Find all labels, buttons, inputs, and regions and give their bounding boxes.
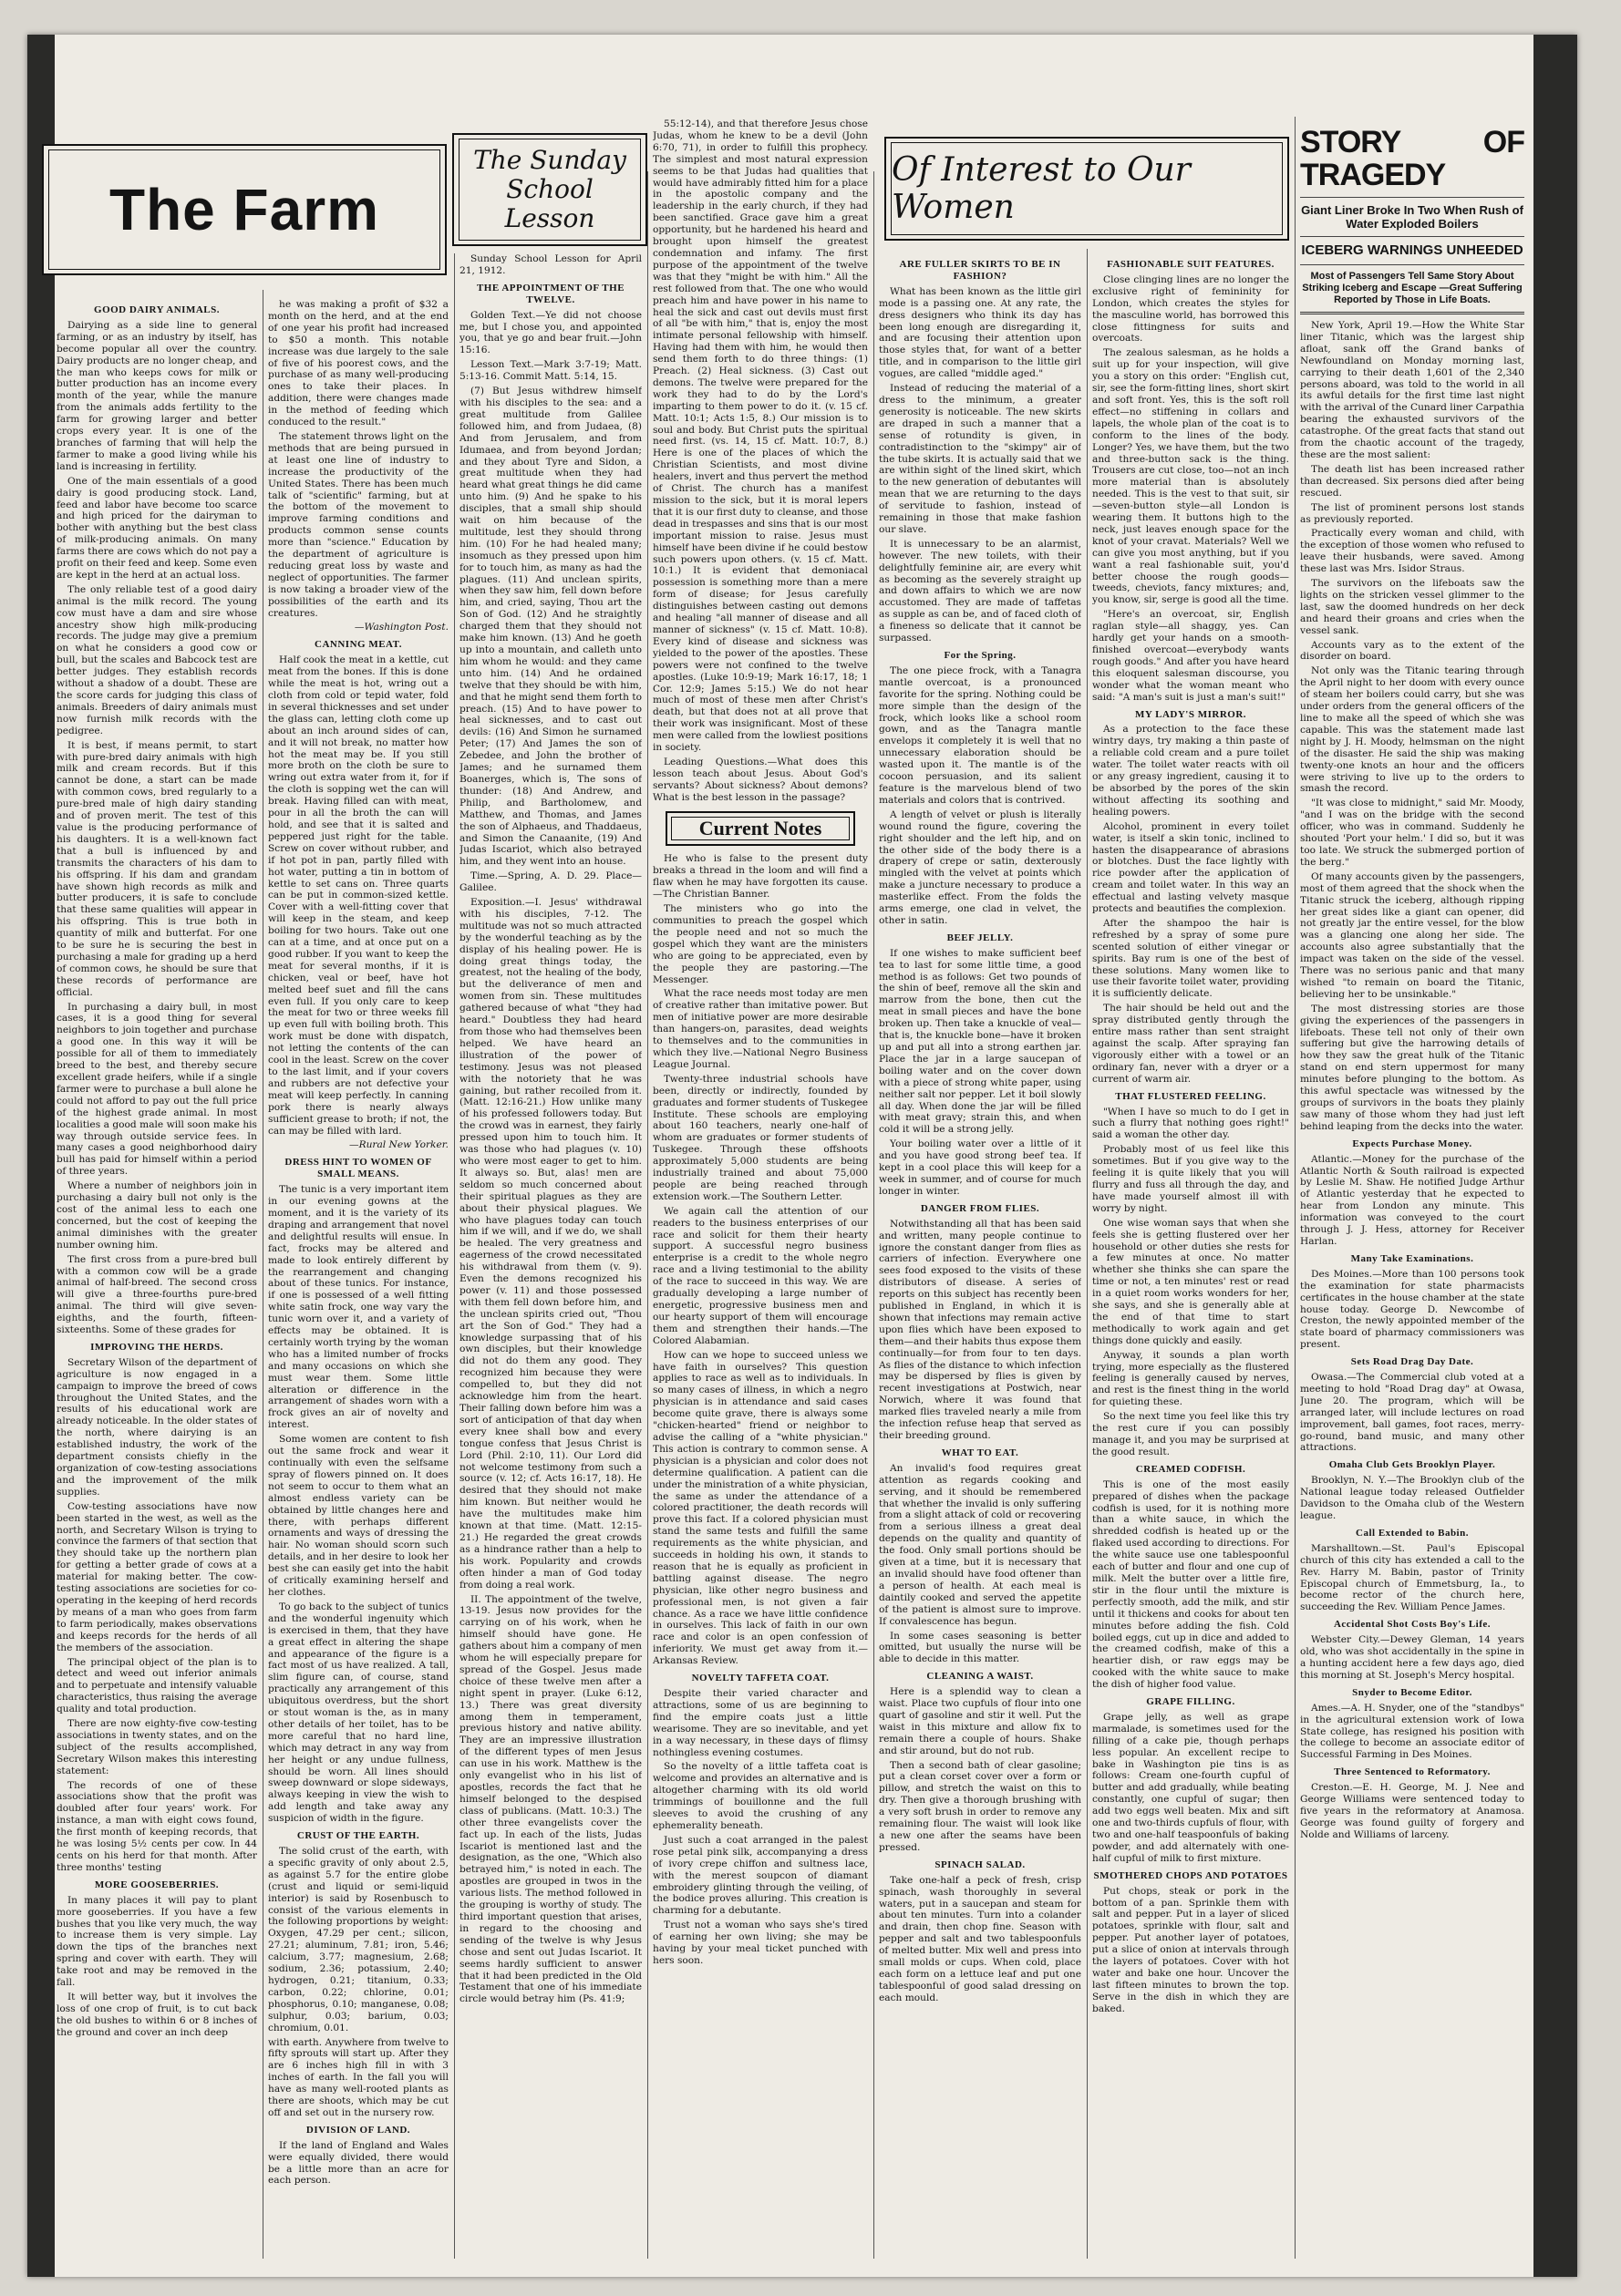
farm-paragraph: In many places it will pay to plant more gooseberries. If you have a few bushes that you like very much, the way to increase them is very simple. Lay down the tips of the branches next spring and cover with earth. They will take root and may be removed in the fall. xyxy=(57,1894,257,1989)
women-paragraph: Grape jelly, as well as grape marmalade, is sometimes used for the filling of a cake pie, though perhaps less popular. An excellent recipe to bake in Washington pie tins is as follows: Cream one-fourth cupful of butter and add gradually, while beating constantly, one cupful of sugar; then add two eggs well beaten. Mix and sift one and two-thirds cupfuls of flour, with two and one-half teaspoonfuls of baking powder, and add alternately with one-half cupful of milk to first mixture. xyxy=(1092,1711,1289,1864)
tragedy-paragraph: Practically every woman and child, with the exception of those women who refused to leave their husbands, were saved. Among these last was Mrs. Isidor Straus. xyxy=(1300,528,1524,575)
women-paragraph: Instead of reducing the material of a dress to the minimum, a greater generosity is noticeable. The new skirts are draped in such a manner that a sense of rotundity is given, in contradistinction to the "skimpy" air of the tube skirts. It is actually said that we are within sight of the lined skirt, which to the new generation of debutantes will mean that we are returning to the days of servitude to fashion, instead of remaining in those that make fashion our slave. xyxy=(879,383,1081,535)
farm-paragraph: The first cross from a pure-bred bull with a common cow will be a grade animal of half-breed. The second cross will give a three-fourths pure-bred animal. The third will give seven-eighths, and the fourth, fifteen-sixteenths. Some of these grades for xyxy=(57,1253,257,1336)
farm-masthead xyxy=(42,144,447,275)
women-paragraph: A length of velvet or plush is literally wound round the figure, covering the right shoulder and the left hip, and on the other side of the body there is a drapery of crepe or satin, dexterously mingled with the velvet at points which make a juncture necessary to produce a masterlike effect. From the folds the arms emerge, one clad in velvet, the other in satin. xyxy=(879,808,1081,926)
tragedy-deck-2: ICEBERG WARNINGS UNHEEDED xyxy=(1301,242,1523,258)
farm-heading: IMPROVING THE HERDS. xyxy=(90,1341,223,1353)
page-left-edge xyxy=(27,35,55,2277)
women-paragraph: As a protection to the face these wintry days, try making a thin paste of a reliable cold cream and a pure toilet water. The toilet water reacts with oil or any greasy ingredient, causing it to be absorbed by the pores of the skin without affecting its soothing and healing powers. xyxy=(1092,724,1289,818)
sunday-paragraph: Lesson Text.—Mark 3:7-19; Matt. 5:13-16. Commit Matt. 5:14, 15. xyxy=(459,359,642,383)
tragedy-paragraph: The list of prominent persons lost stands as previously reported. xyxy=(1300,501,1524,525)
sunday-paragraph: Sunday School Lesson for April 21, 1912. xyxy=(459,253,642,276)
tragedy-heading: Expects Purchase Money. xyxy=(1352,1138,1472,1149)
tragedy-paragraph: The survivors on the lifeboats saw the lights on the stricken vessel glimmer to the last, saw the doomed hundreds on her deck and heard their groans and cries when the vessel sank. xyxy=(1300,578,1524,636)
farm-paragraph: Where a number of neighbors join in purchasing a dairy bull not only is the cost of the animal less to each one concerned, but the cost of keeping the animal diminishes with the greater number owning him. xyxy=(57,1180,257,1251)
women-paragraph: Your boiling water over a little of it and you have good strong beef tea. If kept in a cool place this will keep for a week in summer, and of course for much longer in winter. xyxy=(879,1138,1081,1197)
sunday-paragraph: The ministers who go into the communities to preach the gospel which the people need and not so much the gospel which they want are the ministers who are going to be appreciated, even by the people they are pastoring.—The Messenger. xyxy=(653,903,868,985)
sunday-paragraph: (7) But Jesus withdrew himself with his disciples to the sea: and a great multitude from Galilee followed him, and from Judaea, (8) And from Jerusalem, and from Idumaea, and from beyond Jordan; and they about Tyre and Sidon, a great multitude when they had heard what great things he did came unto him. (9) And he spake to his disciples, that a small ship should wait on him because of the multitude, lest they should throng him. (10) For he had healed many; insomuch as they pressed upon him for to touch him, as many as had the plagues. (11) And unclean spirits, when they saw him, fell down before him, and cried, saying, Thou art the Son of God. (12) And he straightly charged them that they should not make him known. (13) And he goeth up into a mountain, and calleth unto him whom he would: and they came unto him. (14) And he ordained twelve that they should be with him, and that he might send them forth to preach. (15) And to have power to heal sicknesses, and to cast out devils: (16) And Simon he surnamed Peter; (17) And James the son of Zebedee, and John the brother of James; and he surnamed them Boanerges, which is, The sons of thunder: (18) And Andrew, and Philip, and Bartholomew, and Matthew, and Thomas, and James the son of Alphaeus, and Thaddaeus, and Simon the Canaanite, (19) And Judas Iscariot, which also betrayed him, and they went into an house. xyxy=(459,386,642,868)
women-paragraph: Take one-half a peck of fresh, crisp spinach, wash thoroughly in several waters, put in a saucepan and steam for about ten minutes. Turn into a colander and drain, then chop fine. Season with pepper and salt and two tablespoonfuls of melted butter. Mix well and press into small molds or cups. When cold, place each form on a lettuce leaf and put one tablespoonful of good salad dressing on each mould. xyxy=(879,1874,1081,2003)
tragedy-heading: Many Take Examinations. xyxy=(1350,1252,1474,1264)
women-column-2 xyxy=(1092,253,1289,2259)
farm-column-2 xyxy=(268,299,449,2259)
tragedy-paragraph: The most distressing stories are those giving the experiences of the passengers in lifeboats. These tell not only of their own suffering but give the harrowing details of how they saw the great hulk of the Titanic stand on end stern uppermost for many minutes before plunging to the bottom. As this awful spectacle was witnessed by the groups of survivors in the boats they plainly saw many of those whom they had just left behind leaping from the decks into the water. xyxy=(1300,1003,1524,1132)
sunday-column-1 xyxy=(459,253,642,2259)
farm-paragraph: One of the main essentials of a good dairy is good producing stock. Land, feed and labor have become too scarce and high priced for the dairyman to bother with anything but the best class of milk-producing animals. On many farms there are cows which do not pay a profit on their feed and keep. Some even are kept in the herd at an actual loss. xyxy=(57,475,257,581)
tragedy-heading: Omaha Club Gets Brooklyn Player. xyxy=(1328,1459,1496,1471)
sunday-column-2 xyxy=(653,118,868,2259)
tragedy-paragraph: Marshalltown.—St. Paul's Episcopal church of this city has extended a call to the Rev. Harry M. Babin, pastor of Trinity Episcopal church of Emmetsburg, Ia., to become rector of the church here, succeeding the Rev. William Pence James. xyxy=(1300,1542,1524,1613)
tragedy-paragraph: "It was close to midnight," said Mr. Moody, "and I was on the bridge with the second officer, who was in command. Suddenly he shouted 'Port your helm.' I did so, but it was too late. We struck the submerged portion of the berg." xyxy=(1300,798,1524,868)
farm-paragraph: It will better way, but it involves the loss of one crop of fruit, is to cut back the old bushes to within 6 or 8 inches of the ground and cover an inch deep xyxy=(57,1991,257,2038)
sunday-heading: THE APPOINTMENT OF THE TWELVE. xyxy=(476,282,625,305)
tragedy-paragraph: Webster City.—Dewey Gleman, 14 years old, who was shot accidentally in the spine in a hunting accident here a few days ago, died this morning at St. Joseph's Mercy hospital. xyxy=(1300,1634,1524,1681)
farm-heading: DIVISION OF LAND. xyxy=(305,2124,411,2136)
farm-paragraph: The solid crust of the earth, with a specific gravity of only about 2.5, as against 5.7 for the entire globe (crust and liquid or semi-liquid interior) is said by Rosenbusch to consist of the various elements in the following proportions by weight: Oxygen, 47.29 per cent.; silicon, 27.21; aluminum, 7.81; iron, 5.46; calcium, 3.77; magnesium, 2.68; sodium, 2.36; potassium, 2.40; hydrogen, 0.21; titanium, 0.33; carbon, 0.22; chlorine, 0.01; phosphorus, 0.10; manganese, 0.08; sulphur, 0.03; barium, 0.03; chromium, 0.01. xyxy=(268,1846,449,2033)
women-paragraph: Notwithstanding all that has been said and written, many people continue to ignore the constant danger from flies as carriers of infection. Everywhere one sees food exposed to the visits of these distributors of disease. A series of reports on this subject has recently been published in England, in which it is shown that infections may remain active upon flies which have been exposed to them—and their habits thus expose them continually—for from four to ten days. As flies of the distance to which infection may be dispersed by flies is given by recent investigations at Postwich, near Norwich, where it was found that marked flies traveled nearly a mile from the infection refuse heap that served as their breeding ground. xyxy=(879,1218,1081,1441)
women-paragraph: The hair should be held out and the spray distributed gently through the entire mass rather than sent straight against the scalp. After spraying fan vigorously either with a towel or an ordinary fan, never with a dryer or a current of warm air. xyxy=(1092,1003,1289,1085)
farm-paragraph: The records of one of these associations show that the profit was doubled after four years' work. For instance, a man with eight cows found, the first month of keeping records, that he was losing 5½ cents per cow. In 44 cents on his herd for that month. After three months' testing xyxy=(57,1779,257,1873)
women-heading: SPINACH SALAD. xyxy=(934,1858,1026,1870)
women-heading: CLEANING A WAIST. xyxy=(926,1671,1034,1683)
newspaper-page xyxy=(27,35,1577,2277)
tragedy-heading: Snyder to Become Editor. xyxy=(1352,1686,1472,1698)
sunday-paragraph: How can we hope to succeed unless we have faith in ourselves? This question applies to race as well as to individuals. In so many cases of illness, in which a negro physician is in attendance and said cases become quite grave, there is always some "chicken-hearted" friend or neighbor to advise the calling of a "white physician." This action is contrary to common sense. A physician is a physician and color does not determine qualification. A patient can die under the ministration of a white physician, the same as under the attendance of a colored practitioner, the death records will prove this fact. If a colored physician must stand the same tests and fulfill the same requirements as the white physician, and succeeds in holding his own, it stands to reason that he is equally as proficient in battling against disease. The negro physician, like other negro business and professional men, is not given a fair chance. As a race we have little confidence in ourselves. This lack of faith in our own race and color is an open confession of inferiority. We must get away from it.—Arkansas Review. xyxy=(653,1349,868,1667)
women-heading: MY LADY'S MIRROR. xyxy=(1134,708,1247,720)
tragedy-paragraph: Owasa.—The Commercial club voted at a meeting to hold "Road Drag day" at Owasa, June 20. The program, which will be arranged later, will include lectures on road improvement, ball games, foot races, merry-go-round, band music, and many other attractions. xyxy=(1300,1372,1524,1454)
sunday-paragraph: Just such a coat arranged in the palest rose petal pink silk, accompanying a dress of ivory crepe chiffon and sultness lace, with the merest soupcon of diamant embroidery glinting through the veiling, of the bodice proves alluring. This creation is charming for a debutante. xyxy=(653,1834,868,1917)
women-paragraph: "When I have so much to do I get in such a flurry that nothing goes right!" said a woman the other day. xyxy=(1092,1106,1289,1141)
tragedy-paragraph: The death list has been increased rather than decreased. Six persons died after being rescued. xyxy=(1300,463,1524,499)
tragedy-body xyxy=(1300,320,1524,1841)
tragedy-heading: Accidental Shot Costs Boy's Life. xyxy=(1333,1619,1492,1631)
sunday-paragraph: Twenty-three industrial schools have been, directly or indirectly, founded by graduates and former students of Tuskegee Institute. These schools are employing about 160 teachers, nearly one-half of whom are graduates or former students of Tuskegee. Through these offshoots approximately 5,000 students are being industrially trained and about 75,000 people are being reached through extension work.—The Southern Letter. xyxy=(653,1073,868,1202)
farm-paragraph: Dairying as a side line to general farming, or as an industry by itself, has become popular all over the country. Dairy products are no longer cheap, and the man who keeps cows for milk or butter production has an income every month of the year, while the manure from the animals adds fertility to the farm for growing larger and better crops every year. It is one of the branches of farming that will help the farmer to make a good living while his land is increasing in fertility. xyxy=(57,319,257,472)
sunday-paragraph: 55:12-14), and that therefore Jesus chose Judas, whom he knew to be a devil (John 6:70, 71), in order to fulfill this prophecy. The simplest and most natural expression seems to be that Judas had qualities that would have admirably fitted him for a place in the apostolic company and the leadership in the early church, if they had been sanctified. Grace gave him a great opportunity, but he hardened his heard and brought upon himself the greatest condemnation and infamy. The first purpose of the appointment of the twelve was that they "might be with him." All the rest followed from that. The one who would preach him and have power in his name to heal the sick and cast out devils must first of all "be with him," that is, enjoy the most intimate personal fellowship with himself. Having had them with him, he would then send them forth to do three things: (1) Preach. (2) Heal sickness. (3) Cast out demons. The twelve were prepared for the work they had to do by the Lord's imparting to them power to do it. (v. 15 cf. Matt. 10:1; Acts 1:5, 8.) Our mission is to soul and body. But Christ puts the spiritual need first. (vs. 14, 15 cf. Matt. 10:7, 8.) Here is one of the places of which the Christian Scientists, and most divine healers, invert and thus pervert the method of Christ. The church has a manifest mission to the sick, but it is moral lepers that it is our first duty to cleanse, and those dead in trespasses and sins that is our most important mission to raise. Jesus must himself have been divine if he could bestow such powers upon others. (v. 15 cf. Matt. 10:1.) It is evident that demoniacal possession is something more than a mere form of disease; for Jesus carefully distinguishes between casting out demons and healing "all manner of disease and all manner of sickness" (v. 15 cf. Matt. 10:8). Every kind of disease and sickness was yielded to the power of the apostles. These powers were not confined to the twelve apostles. (Luke 10:9-19; Mark 16:17, 18; 1 Cor. 12:9; James 5:15.) We do not hear much of most of these men after Christ's death, but that does not at all prove that their work was insignificant. Most of these men were called from the lowliest positions in society. xyxy=(653,118,868,754)
tragedy-paragraph: Of many accounts given by the passengers, most of them agreed that the shock when the Titanic struck the iceberg, although ripping her great sides like a giant can opener, did not greatly jar the entire vessel, for the blow was a glancing one along her side. The accounts also agree substantially that the impact was taken on the side of the vessel. There was no serious panic and that many wished "to remain on board the Titanic, believing her to be unsinkable." xyxy=(1300,870,1524,1000)
tragedy-paragraph: New York, April 19.—How the White Star liner Titanic, which was the largest ship afloat, sank off the Grand banks of Newfoundland on Monday morning last, carrying to their death 1,601 of the 2,340 persons aboard, was told to the world in all its awful details for the first time last night with the arrival of the Cunard liner Carpathia bearing the exhausted survivors of the catastrophe. Of the great facts that stand out from the chaotic account of the tragedy, these are the most salient: xyxy=(1300,320,1524,460)
women-heading: GRAPE FILLING. xyxy=(1146,1696,1235,1708)
women-paragraph: It is unnecessary to be an alarmist, however. The new toilets, with their delightfully feminine air, are every whit as becoming as the severely straight up and down affairs to which we are now accustomed. They are made of taffetas as supple as can be, and of faced cloth of a fineness so delicate that it cannot be surpassed. xyxy=(879,538,1081,644)
farm-paragraph: To go back to the subject of tunics and the wonderful ingenuity which is exercised in them, that they have a great effect in altering the shape and appearance of the figure is a fact most of us have realized. A tall, slim figure can, of course, stand practically any arrangement of this ubiquitous overdress, but the short or stout woman is the, as in many other details of her toilet, has to be more careful that no hard line, which may detract in any way from her height or any undue fullness, should be worn. All lines should sweep downward or slope sideways, always keeping in view the wish to add length and take away any suspicion of width in the figure. xyxy=(268,1601,449,1825)
sunday-paragraph: So the novelty of a little taffeta coat is welcome and provides an alternative and is altogether charming with its old world trimmings of bouillonne and the full sleeves to avoid the crushing of any ephemerality beneath. xyxy=(653,1761,868,1831)
women-paragraph: One wise woman says that when she feels she is getting flustered over her household or other duties she rests for a few minutes at once. No matter whether she thinks she can spare the time or not, a ten minutes' rest or read in a quiet room works wonders for her, she says, and she is generally able at the end of that time to start methodically to work again and get things done quickly and easily. xyxy=(1092,1217,1289,1346)
women-paragraph: "Here's an overcoat, sir, English raglan style—all shaggy, yes. Can hardly get your hands on a smooth-finished overcoat—everybody wants rough goods." And after you have heard this eloquent salesman discourse, you wonder what the woman meant who said: "A man's suit is just a man's suit!" xyxy=(1092,609,1289,703)
women-heading: FASHIONABLE SUIT FEATURES. xyxy=(1107,259,1275,270)
tragedy-heading: Sets Road Drag Day Date. xyxy=(1350,1356,1474,1368)
women-paragraph: Then a second bath of clear gasoline; put a clean corset cover over a form or pillow, and stretch the waist on this to dry. Then give a thorough brushing with a very soft brush in order to remove any remaining flour. The waist will look like a new one after the seams have been pressed. xyxy=(879,1759,1081,1853)
farm-column-1 xyxy=(57,299,257,2259)
women-heading: ARE FULLER SKIRTS TO BE IN FASHION? xyxy=(899,259,1061,282)
women-paragraph: This is one of the most easily prepared of dishes when the package codfish is used, for it is nothing more than a white sauce, in which the shredded codfish is heated up or the flaked used according to directions. For the white sauce use one tablespoonful each of butter and flour and one cup of milk. Melt the butter over a little fire, stir in the flour until the mixture is perfectly smooth, add the milk, and stir until it thickens and cooks for about ten minutes before adding the fish. Cold boiled eggs, cut up in dice and added to the creamed codfish, make of this a heartier dish, or raw eggs may be cooked with the white sauce to make the dish of higher food value. xyxy=(1092,1478,1289,1691)
sunday-paragraph: Despite their varied character and attractions, some of us are beginning to find the empire coats just a little wearisome. They are so inevitable, and yet in a way necessary, in these days of flimsy nothingless evening costumes. xyxy=(653,1688,868,1758)
tragedy-deck-1: Giant Liner Broke In Two When Rush of Water Exploded Boilers xyxy=(1301,203,1523,231)
farm-heading: CRUST OF THE EARTH. xyxy=(296,1830,420,1842)
farm-paragraph: The only reliable test of a good dairy animal is the milk record. The young cow must have a dam and sire whose ancestry show high milk-producing records. The judge may give a premium on what he considers a good cow or bull, but the scales and Babcock test are better judges. They establish records without a shadow of a doubt. These are the score cards for judging this class of animals. Breeders of dairy animals must now furnish milk records with the pedigree. xyxy=(57,583,257,736)
farm-paragraph: It is best, if means permit, to start with pure-bred dairy animals with high milk and cream records. But if this cannot be done, a start can be made with common cows, bred regularly to a pure-bred male of high dairy standing and of proven merit. The test of this value is the producing performance of his daughters. It is a well-known fact that a bull is influenced by and transmits the characters of his dam to his offspring. If his dam and grandam have shown high records as milk and butter producers, it is safe to conclude that these same qualities will appear in his offspring. This is true both in quantity of milk and butterfat. For one to be sure he is securing the best in purchasing a male for grading up a herd of common cows, he should be sure that these records of performance are official. xyxy=(57,739,257,998)
tragedy-paragraph: Creston.—E. H. George, M. J. Nee and George Williams were sentenced today to five years in the reformatory at Anamosa. George was found guilty of forgery and Nolde and Williams of larceny. xyxy=(1300,1782,1524,1840)
women-paragraph: After the shampoo the hair is refreshed by a spray of some pure scented solution of either vinegar or spirits. Bay rum is one of the best of these solutions. Many women like to use their favorite toilet water, providing it is sufficiently delicate. xyxy=(1092,917,1289,1000)
women-heading: For the Spring. xyxy=(944,650,1017,661)
women-column-1 xyxy=(879,253,1081,2259)
women-paragraph: What has been known as the little girl mode is a passing one. At any rate, the dress designers who think its day has been long enough are disregarding it, and are focusing their attention upon those styles that, for want of a better title, and in comparison to the little girl vogues, are called "middle aged." xyxy=(879,285,1081,380)
farm-paragraph: The statement throws light on the methods that are being pursued in at least one line of industry to increase the productivity of the United States. There has been much talk of "scientific" farming, but at the bottom of the movement to improve farming conditions and products common sense counts more than "science." Education by the department of agriculture is reducing great loss by waste and neglect of opportunities. The farmer is now taking a broader view of the possibilities of the earth and its creatures. xyxy=(268,430,449,619)
sunday-school-title-line1: The Sunday xyxy=(473,145,626,175)
women-paragraph: Close clinging lines are no longer the exclusive right of femininity for London, which creates the styles for the masculine world, has borrowed this close fittingness for suits and overcoats. xyxy=(1092,273,1289,345)
farm-paragraph: The principal object of the plan is to detect and weed out inferior animals and to perpetuate and intensify valuable characteristics, thus raising the average quality and total production. xyxy=(57,1656,257,1715)
farm-paragraph: If the land of England and Wales were equally divided, there would be a little more than an acre for each person. xyxy=(268,2139,449,2187)
farm-byline: —Rural New Yorker. xyxy=(349,1139,449,1151)
women-paragraph: So the next time you feel like this try the rest cure if you can possibly manage it, and you may be surprised at the good result. xyxy=(1092,1411,1289,1457)
sunday-paragraph: Trust not a woman who says she's tired of earning her own living; she may be having by your meal ticket punched with hers soon. xyxy=(653,1920,868,1966)
women-paragraph: In some cases seasoning is better omitted, but usually the nurse will be able to decide in this matter. xyxy=(879,1630,1081,1665)
page-right-edge xyxy=(1533,35,1577,2277)
sunday-paragraph: Golden Text.—Ye did not choose me, but I chose you, and appointed you, that ye go and bear fruit.—John 15:16. xyxy=(459,309,642,356)
farm-byline: —Washington Post. xyxy=(354,622,449,633)
women-paragraph: The zealous salesman, as he holds a suit up for your inspection, will give you a story on this order: "English cut, sir, see the form-fitting lines, short skirt and soft front. Yes, this is the soft roll effect—no stiffening in collars and lapels, the whole plan of the coat is to conform to the lines of the body. Longer? Yes, we have them, but the two and three-button sack is the thing. Trousers are cut close, too—not an inch more material than is absolutely needed. This is the vest to that suit, sir—seven-button style—all London is wearing them. It buttons high to the neck, just leaves enough space for the knot of your cravat. Materials? Well we can give you most anything, but if you want a real fashionable suit, you'd better choose the rough goods—tweeds, cheviots, fancy mixtures; and, you know, sir, serge is good all the time. xyxy=(1092,347,1289,606)
current-notes-masthead xyxy=(666,811,855,847)
sunday-paragraph: Time.—Spring, A. D. 29. Place—Galilee. xyxy=(459,870,642,894)
sunday-paragraph: We again call the attention of our readers to the business enterprises of our race and solicit for them their hearty support. A successful negro business enterprise is a credit to the whole negro race and a living testimonial to the ability of the race to succeed in this way. We are gradually developing a large number of energetic, progressive business men and our hearty support of them will encourage them and strengthen their hands.—The Colored Alabamian. xyxy=(653,1205,868,1346)
farm-heading: MORE GOOSEBERRIES. xyxy=(94,1879,220,1890)
women-paragraph: If one wishes to make sufficient beef tea to last for some little time, a good method is as follows: Get two pounds of the shin of beef, remove all the skin and marrow from the bone, then cut the meat in small pieces and have the bone broken up. Then take a knuckle of veal—that is, the knuckle bone—have it broken up and put all into a strong earthen jar. Place the jar in a large saucepan of boiling water and on the cover down with a piece of strong white paper, using neither salt nor pepper. Let it boil slowly all day. When done the jar will be filled with meat gravy; strain this, and when cold it will be a strong jelly. xyxy=(879,947,1081,1136)
women-paragraph: Put chops, steak or pork in the bottom of a pan. Sprinkle them with salt and pepper. Put in a layer of sliced potatoes, sprinkle with flour, salt and pepper. Put another layer of potatoes, put a slice of onion at intervals through the layers of potatoes. Cover with hot water and bake one hour. Uncover the last fifteen minutes to brown the top. Serve in the dish in which they are baked. xyxy=(1092,1885,1289,2014)
farm-title: The Farm xyxy=(108,177,380,242)
women-heading: WHAT TO EAT. xyxy=(941,1447,1019,1458)
women-heading: DANGER FROM FLIES. xyxy=(920,1202,1040,1214)
farm-paragraph: Some women are content to fish out the same frock and wear it continually with even the selfsame spray of flowers pinned on. It does not seem to occur to them what an almost endless variety can be obtained by little changes here and there, with perhaps different ornaments and ways of dressing the hair. No woman should scorn such details, and in her desire to look her best she can easily get into the habit of critically examining herself and her clothes. xyxy=(268,1434,449,1598)
farm-paragraph: In purchasing a dairy bull, in most cases, it is a good thing for several neighbors to join together and purchase a good one. In this way it will be possible for all of them to immediately breed to the best, and thereby secure excellent grade heifers, while if a single farmer were to purchase a bull alone he could not afford to pay out the full price of the highest grade animal. In most localities a good male will soon make his way through outside service fees. In many cases a good neighborhood dairy bull has paid for himself within a period of three years. xyxy=(57,1001,257,1178)
farm-paragraph: he was making a profit of $32 a month on the herd, and at the end of one year his profit had increased to $50 a month. This notable increase was due largely to the sale of five of his poorest cows, and the purchase of as many well-producing ones to take their places. In addition, there were changes made in the method of feeding which conduced to the result." xyxy=(268,299,449,428)
tragedy-deck-3: Most of Passengers Tell Same Story About Striking Iceberg and Escape —Great Suffering Reported by Those in Life Boats. xyxy=(1302,271,1523,305)
farm-paragraph: with earth. Anywhere from twelve to fifty sprouts will start up. After they are 6 inches high fill in with 3 inches of earth. In the fall you will have as many well-rooted plants as there are shoots, which may be cut off and set out in the nursery row. xyxy=(268,2036,449,2118)
tragedy-paragraph: Not only was the Titanic tearing through the April night to her doom with every ounce of steam her boilers could carry, but she was under orders from the general officers of the line to make all the speed of which she was capable. This was the statement made last night by J. H. Moody, helmsman on the night of the disaster. He said the ship was making twenty-one knots an hour and the officers were striving to live up to the orders to smash the record. xyxy=(1300,665,1524,795)
sunday-paragraph: Leading Questions.—What does this lesson teach about Jesus. About God's servants? About sickness? About demons? What is the best lesson in the passage? xyxy=(653,756,868,803)
farm-heading: CANNING MEAT. xyxy=(315,639,402,651)
women-paragraph: Here is a splendid way to clean a waist. Place two cupfuls of flour into one quart of gasoline and stir it well. Put the waist in this mixture and allow fix to remain there a couple of hours. Shake and stir around, but do not rub. xyxy=(879,1686,1081,1756)
farm-paragraph: Half cook the meat in a kettle, cut meat from the bones. If this is done while the meat is hot, wring out a cloth from cold or tepid water, fold in several thicknesses and set under the glass can, letting cloth come up about an inch around sides of can, and it will not break, no matter how hot the meat may be. If you still more broth on the cloth be sure to wring out extra water from it, for if the cloth is sopping wet the can will break. Having filled can with meat, pour in all the broth the can will hold, and see that it is salted and peppered just right for the table. Screw on cover without rubber, and if hot pot in pan, partly filled with hot water, putting a tin in bottom of kettle to set cans on. Three quarts can be put in common-sized kettle. Cover with a well-fitting cover that will keep in the steam, and keep boiling for two hours. Take out one can at a time, and at once put on a good rubber. If you want to keep the meat for several months, if it is chicken, veal or beef, have hot melted beef suet and fill the cans even full. If you only care to keep the meat for two or three weeks fill up even full with boiling broth. This work must be done with dispatch, not letting the contents of the can cool in the least. Screw on the cover to the last limit, and if your covers and rubbers are not defective your meat will keep perfectly. In canning pork there is nearly always sufficient grease to broth; if not, the can may be filled with lard. xyxy=(268,654,449,1137)
women-heading: SMOTHERED CHOPS AND POTATOES xyxy=(1093,1869,1288,1881)
women-masthead xyxy=(884,137,1289,241)
tragedy-paragraph: Atlantic.—Money for the purchase of the Atlantic North & South railroad is expected by Leslie M. Shaw. He notified Judge Arthur of Atlantic yesterday that he expected to hear from London any minute. This information was conveyed to the court through J. J. Hess, attorney for Receiver Harlan. xyxy=(1300,1153,1524,1247)
farm-heading: GOOD DAIRY ANIMALS. xyxy=(94,304,220,315)
farm-paragraph: Secretary Wilson of the department of agriculture is now engaged in a campaign to improve the breed of cows throughout the United States, and the results of his educational work are already noticeable. In the older states of the north, where dairying is an established industry, the work of the department consists chiefly in the organization of cow-testing associations and the improvement of the milk supplies. xyxy=(57,1356,257,1498)
farm-heading: DRESS HINT TO WOMEN OF SMALL MEANS. xyxy=(284,1157,432,1180)
women-paragraph: Probably most of us feel like this sometimes. But if you give way to the feeling it is quite likely that you will flurry and fuss all through the day, and have made yourself almost ill with worry by night. xyxy=(1092,1144,1289,1214)
women-heading: CREAMED CODFISH. xyxy=(1135,1463,1246,1475)
tragedy-heading: Three Sentenced to Reformatory. xyxy=(1334,1766,1491,1778)
current-notes-title: Current Notes xyxy=(698,816,822,839)
sunday-paragraph: He who is false to the present duty breaks a thread in the loom and will find a flaw when he may have forgotten its cause.—The Christian Banner. xyxy=(653,853,868,901)
sunday-school-masthead xyxy=(452,133,647,246)
farm-paragraph: Cow-testing associations have now been started in the west, as well as the north, and Secretary Wilson is trying to convince the farmers of that section that they should take up the northern plan for getting a better grade of cows at a material for making better. The cow-testing associations are societies for co-operating in the keeping of herd records by means of a man who goes from farm to farm periodically, makes observations and keeps records for the herds of all the members of the association. xyxy=(57,1500,257,1653)
tragedy-heading: Call Extended to Babin. xyxy=(1356,1527,1469,1539)
women-title: Of Interest to Our Women xyxy=(892,151,1191,226)
women-paragraph: Alcohol, prominent in every toilet water, is itself a skin tonic, inclined to hasten the disappearance of abrasions or blotches. Dust the face lightly with rice powder after the application of cream and toilet water. In this way an effectual and lasting velvety masque protects and beautifies the complexion. xyxy=(1092,820,1289,915)
sunday-school-title-line2: School Lesson xyxy=(504,174,595,233)
tragedy-paragraph: Ames.—A. H. Snyder, one of the "standbys" in the agricultural extension work of Iowa State college, has resigned his position with the college to become an associate editor of Successful Farming in Des Moines. xyxy=(1300,1702,1524,1761)
women-paragraph: Anyway, it sounds a plan worth trying, more especially as the flustered feeling is generally caused by nerves, and rest is the finest thing in the world for quieting these. xyxy=(1092,1349,1289,1408)
women-paragraph: An invalid's food requires great attention as regards cooking and serving, and it should be remembered that whether the invalid is only suffering from a slight attack of cold or recovering from a serious illness a great deal depends on the quality and quantity of the food. Only small portions should be given at a time, but it is necessary that an invalid should have food oftener than a person of health. At each meal is daintily cooked and served the appetite of the patient is almost sure to improve. If convalescence has begun. xyxy=(879,1462,1081,1627)
sunday-paragraph: Exposition.—I. Jesus' withdrawal with his disciples, 7-12. The multitude was not so much attracted by the wonderful teaching as by the display of his healing power. He is doing great things today, the greatest, not the healing of the body, but the deliverance of men and women from sin. These multitudes gathered because of what "they had heard." Doubtless they had heard from those who had themselves been helped. We have heard an illustration of the power of testimony. Jesus was not pleased with the notoriety that he was gaining, but rather recoiled from it. (Matt. 12:16-21.) How unlike many of his professed followers today. But the crowd was in earnest, they fairly pressed upon him to touch him. It was those who had plagues (v. 10) who were most eager to get to him. It always so. But, alas! men are seldom so much concerned about their spiritual plagues as they are about their physical plagues. We who have plagues today can touch him if we will, and if we do, we shall be healed. The very greatness and eagerness of the crowd necessitated his withdrawal from them (v. 9). Even the demons recognized his power (v. 11) and those possessed with them fell down before him, and the unclean spirits cried out, "Thou art the Son of God." They had a knowledge surpassing that of his own disciples, but their knowledge did not do them any good. They recognized him because they were compelled to, but they did not acknowledge him from the heart. Their falling down before him was a sort of anticipation of that day when every knee shall bow and every tongue confess that Jesus Christ is Lord (Phil. 2:10, 11). Our Lord did not welcome testimony from such a source (v. 12; cf. Acts 16:17, 18). He desired that they should not make him known. But neither would he have the multitudes make him known at that time. (Matt. 12:15-21.) He regarded the great crowds as a hindrance rather than a help to his work. Popularity and crowds often hinder a man of God today from doing a real work. xyxy=(459,897,642,1591)
farm-paragraph: The tunic is a very important item in our evening gowns at the moment, and it is the variety of its draping and arrangement that novel and delightful results will ensue. In fact, frocks may be altered and made to look entirely different by the rearrangement and changing about of these tunics. For instance, if one is possessed of a well fitting white satin frock, one way vary the tunic worn over it, and a variety of effects may be obtained. It is certainly worth trying by the woman who has a limited number of frocks and many occasions on which she must wear them. Some little alteration or difference in the arrangement of shades worn with a frock gives an air of novelty and interest. xyxy=(268,1184,449,1431)
farm-paragraph: There are now eighty-five cow-testing associations in twenty states, and on the subject of the results accomplished, Secretary Wilson makes this interesting statement: xyxy=(57,1718,257,1776)
women-heading: THAT FLUSTERED FEELING. xyxy=(1115,1090,1266,1102)
women-heading: BEEF JELLY. xyxy=(946,932,1014,943)
tragedy-column xyxy=(1300,126,1524,2259)
tragedy-paragraph: Des Moines.—More than 100 persons took the examination for state pharmacists certificates in the house chamber at the state house today. George D. Newcombe of Creston, the newly appointed member of the state board of pharmacy commissioners was present. xyxy=(1300,1268,1524,1351)
tragedy-paragraph: Brooklyn, N. Y.—The Brooklyn club of the National league today released Outfielder Davidson to the Omaha club of the Western league. xyxy=(1300,1475,1524,1521)
tragedy-headline: STORY OF TRAGEDY xyxy=(1300,126,1524,192)
sunday-paragraph: II. The appointment of the twelve, 13-19. Jesus now provides for the carrying on of his work, when he himself should have gone. He gathers about him a company of men whom he will especially prepare for spread of the Gospel. Jesus made choice of these twelve men after a night spent in prayer. (Luke 6:12, 13.) There was great diversity among them in temperament, previous history and native ability. They are an impressive illustration of the different types of men Jesus can use in his work. Matthew is the only evangelist who in his list of apostles, records the fact that he himself belonged to the despised class of publicans. (Matt. 10:3.) The other three evangelists cover the fact up. In each of the lists, Judas Iscariot is mentioned last and the designation, as the one, "Which also betrayed him," is noted in each. The apostles are grouped in twos in the various lists. The method followed in the grouping is worthy of study. The third important question that arises, in regard to the choosing and sending of the twelve is why Jesus chose and sent out Judas Iscariot. It seems hardly sufficient to answer that it had been predicted in the Old Testament that one of his immediate circle would betray him (Ps. 41:9; xyxy=(459,1593,642,2005)
sunday-paragraph: What the race needs most today are men of creative rather than imitative power. But men of initiative power are more desirable than hangers-on, parasites, dead weights to themselves and to the communities in which they live.—National Negro Business League Journal. xyxy=(653,988,868,1070)
sunday-heading: NOVELTY TAFFETA COAT. xyxy=(691,1673,830,1684)
tragedy-paragraph: Accounts vary as to the extent of the disorder on board. xyxy=(1300,639,1524,663)
women-paragraph: The one piece frock, with a Tanagra mantle overcoat, is a pronounced favorite for the spring. Nothing could be more simple than the design of the frock, which looks like a school room gown, and as the Tanagra mantle envelops it completely it is well that no unnecessary elaboration should be wasted upon it. The mantle is of the cocoon persuasion, and its salient feature is the marvelous blend of two materials and colors that is contrived. xyxy=(879,664,1081,806)
